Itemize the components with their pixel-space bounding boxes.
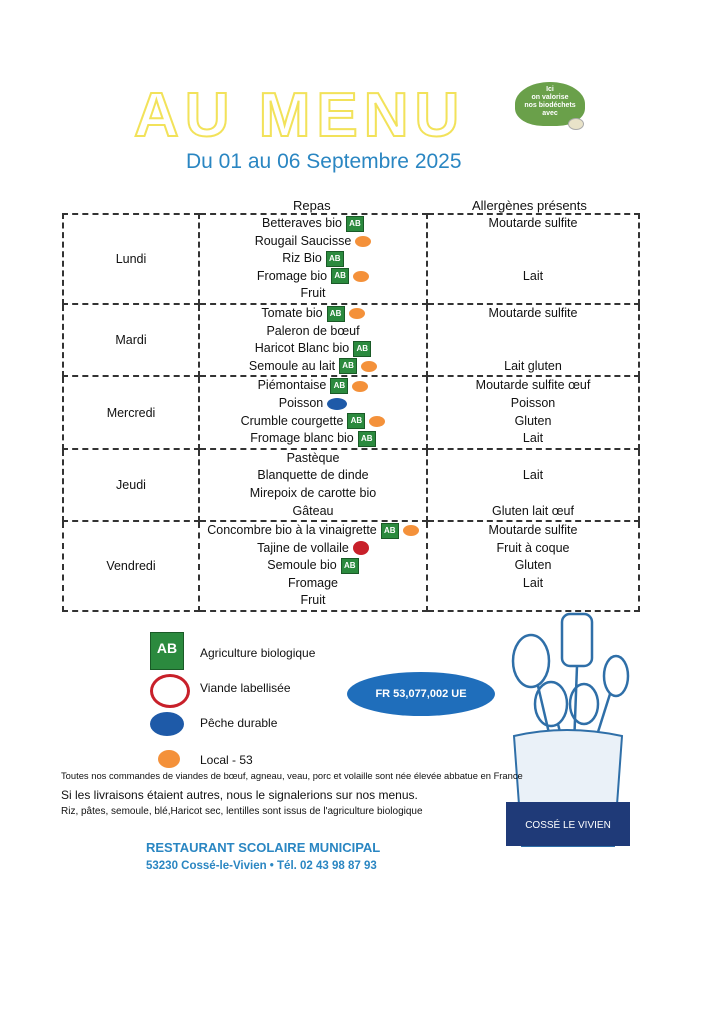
dish-name: Gâteau [292,503,334,518]
allergen-line: Moutarde sulfite [488,216,578,230]
dish-line [200,285,426,303]
day-name: Mercredi [63,376,199,448]
ab-bio-icon: AB [339,358,357,374]
legend-bio [150,632,316,670]
legend-label: Local - 53 [200,753,253,767]
dish-name: Poisson [278,395,324,410]
dish-line [200,323,426,341]
dish-line [200,395,426,413]
orange-dot-icon [403,525,419,536]
dish-name: Tajine de vollaile [257,540,349,555]
allergen-line [428,323,638,341]
dish-name: Riz Bio [282,251,322,266]
pot-label: COSSÉ LE VIVIEN [525,820,611,831]
dish-name: Paleron de bœuf [266,323,360,338]
allergen-line [428,285,638,303]
dish-line [200,575,426,593]
dishes-cell [199,376,427,448]
dishes-cell [199,304,427,376]
label-rouge-icon [150,674,190,708]
allergen-line: Lait [522,468,544,483]
allergen-line [428,450,638,468]
dish-line [200,413,426,431]
allergen-line: Poisson [510,395,556,410]
allergen-line [428,233,638,251]
orange-dot-icon [349,308,365,319]
dish-line [200,450,426,468]
orange-dot-icon [361,361,377,372]
legend-peche [150,712,278,736]
legend-label-rouge [150,674,291,708]
allergens-cell [427,214,639,304]
dish-name: Fromage bio [256,268,328,283]
dish-name: Betteraves bio [262,216,342,230]
allergen-line: Lait [522,575,544,590]
allergen-line: Lait gluten [504,358,562,373]
ab-bio-icon: AB [341,558,359,574]
menu-table [62,213,640,612]
ab-bio-icon: AB [346,216,364,232]
allergen-line: Gluten lait œuf [492,503,574,518]
dish-name: Fromage [287,575,339,590]
allergen-line: Moutarde sulfite [488,523,578,538]
column-header-allergenes: Allergènes présents [472,198,587,213]
dish-name: Blanquette de dinde [257,468,369,483]
note-livraisons: Si les livraisons étaient autres, nous le signalerions sur nos menus. [61,788,418,802]
dish-line [200,268,426,286]
menu-dates: Du 01 au 06 Septembre 2025 [186,150,462,173]
peche-durable-icon [150,712,184,736]
dish-line [200,305,426,323]
allergen-line [428,250,638,268]
dish-line [200,215,426,233]
dish-name: Fruit [300,593,326,608]
allergen-line [428,340,638,358]
allergen-line: Moutarde sulfite œuf [475,378,591,393]
dish-line [200,377,426,395]
allergen-line: Lait [522,268,544,283]
legend-local [158,750,253,768]
label-rouge-icon [353,541,369,555]
day-name: Vendredi [63,521,199,611]
dish-line [200,430,426,448]
ab-bio-icon: AB [150,632,184,670]
allergen-line: Moutarde sulfite [488,305,578,320]
dish-line [200,340,426,358]
peche-durable-icon [327,398,347,410]
ab-bio-icon: AB [353,341,371,357]
dishes-cell [199,214,427,304]
orange-dot-icon [352,381,368,392]
menu-day-row [63,521,639,611]
dishes-cell [199,521,427,611]
legend-label: Viande labellisée [200,681,291,695]
dish-name: Piémontaise [257,378,327,393]
dish-name: Fruit [300,286,326,301]
utensils-pot-illustration [496,606,636,848]
dish-name: Concombre bio à la vinaigrette [207,523,377,538]
dish-line [200,522,426,540]
day-name: Jeudi [63,449,199,521]
restaurant-address: 53230 Cossé-le-Vivien • Tél. 02 43 98 87 93 [146,860,377,872]
orange-dot-icon [353,271,369,282]
allergens-cell [427,449,639,521]
allergen-line: Fruit à coque [496,540,570,555]
dish-line [200,233,426,251]
badge-line: Ici [546,86,554,93]
menu-title: AU MENU [134,81,466,150]
ab-bio-icon: AB [381,523,399,539]
allergen-line: Lait [522,431,544,446]
dish-name: Fromage blanc bio [250,431,354,446]
legend-label: Agriculture biologique [200,646,316,660]
column-header-repas: Repas [293,198,331,213]
ab-bio-icon: AB [347,413,365,429]
allergens-cell [427,521,639,611]
badge-line: on valorise [531,94,569,101]
badge-line: nos biodéchets [524,102,576,109]
dish-name: Semoule au lait [248,358,336,373]
menu-day-row [63,449,639,521]
note-viandes: Toutes nos commandes de viandes de bœuf, agneau, veau, porc et volaille sont née élevée abbatue en France [61,770,523,781]
dish-name: Tomate bio [261,305,323,320]
dish-line [200,467,426,485]
dish-line [200,540,426,558]
dish-name: Haricot Blanc bio [254,341,350,356]
allergen-line: Gluten [514,413,552,428]
dish-name: Pastèque [286,450,340,465]
badge-logo-icon [568,118,584,130]
dishes-cell [199,449,427,521]
menu-day-row [63,304,639,376]
dish-line [200,503,426,521]
ab-bio-icon: AB [326,251,344,267]
dish-line [200,485,426,503]
allergen-line [428,485,638,503]
allergen-line: Gluten [514,558,552,573]
restaurant-name: RESTAURANT SCOLAIRE MUNICIPAL [146,840,381,855]
note-bio: Riz, pâtes, semoule, blé,Haricot sec, lentilles sont issus de l'agriculture biologique [61,806,423,817]
orange-dot-icon [158,750,180,768]
badge-line: avec [542,110,558,117]
allergens-cell [427,376,639,448]
ab-bio-icon: AB [331,268,349,284]
menu-day-row [63,214,639,304]
dish-name: Semoule bio [267,558,337,573]
ab-bio-icon: AB [358,431,376,447]
ab-bio-icon: AB [330,378,348,394]
fr-agrement-badge: FR 53,077,002 UE [347,672,495,716]
dish-line [200,557,426,575]
dish-line [200,358,426,376]
dish-line [200,592,426,610]
dish-name: Crumble courgette [240,413,344,428]
legend-label: Pêche durable [200,716,278,730]
ab-bio-icon: AB [327,306,345,322]
day-name: Mardi [63,304,199,376]
menu-day-row [63,376,639,448]
dish-name: Mirepoix de carotte bio [249,485,377,500]
orange-dot-icon [355,236,371,247]
allergens-cell [427,304,639,376]
dish-line [200,250,426,268]
dish-name: Rougail Saucisse [254,233,352,248]
orange-dot-icon [369,416,385,427]
day-name: Lundi [63,214,199,304]
